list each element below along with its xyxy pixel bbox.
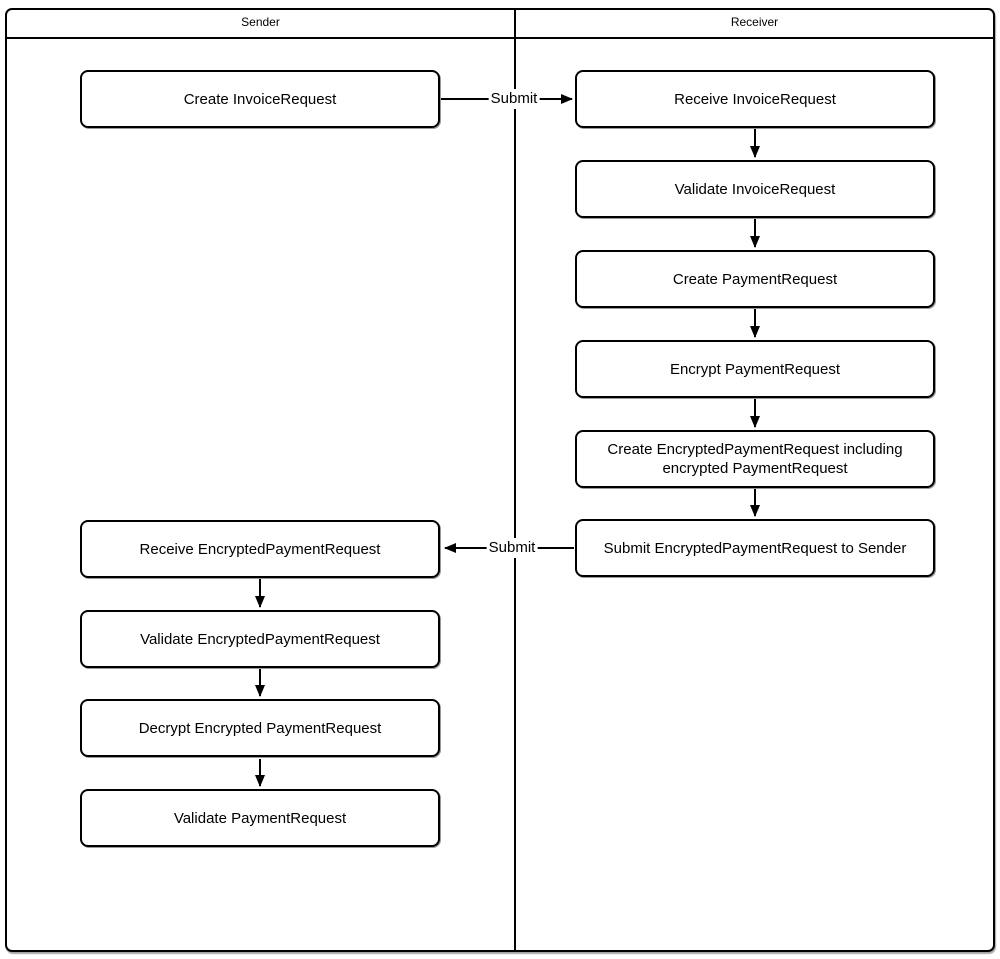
node-encrypt-paymentrequest: Encrypt PaymentRequest bbox=[575, 340, 935, 398]
node-decrypt-encrypted-paymentrequest: Decrypt Encrypted PaymentRequest bbox=[80, 699, 440, 757]
lane-title-sender: Sender bbox=[241, 15, 280, 29]
node-create-encryptedpaymentrequest: Create EncryptedPaymentRequest including encrypted PaymentRequest bbox=[575, 430, 935, 488]
edge-label-submit-invoicerequest: Submit bbox=[490, 90, 538, 107]
node-create-invoicerequest: Create InvoiceRequest bbox=[80, 70, 440, 128]
lane-title-receiver: Receiver bbox=[730, 15, 779, 29]
node-validate-paymentrequest: Validate PaymentRequest bbox=[80, 789, 440, 847]
node-receive-encryptedpaymentrequest: Receive EncryptedPaymentRequest bbox=[80, 520, 440, 578]
edge-label-submit-encryptedpaymentrequest: Submit bbox=[488, 539, 536, 556]
node-create-paymentrequest: Create PaymentRequest bbox=[575, 250, 935, 308]
node-validate-encryptedpaymentrequest: Validate EncryptedPaymentRequest bbox=[80, 610, 440, 668]
node-submit-encryptedpaymentrequest: Submit EncryptedPaymentRequest to Sender bbox=[575, 519, 935, 577]
node-validate-invoicerequest: Validate InvoiceRequest bbox=[575, 160, 935, 218]
node-receive-invoicerequest: Receive InvoiceRequest bbox=[575, 70, 935, 128]
